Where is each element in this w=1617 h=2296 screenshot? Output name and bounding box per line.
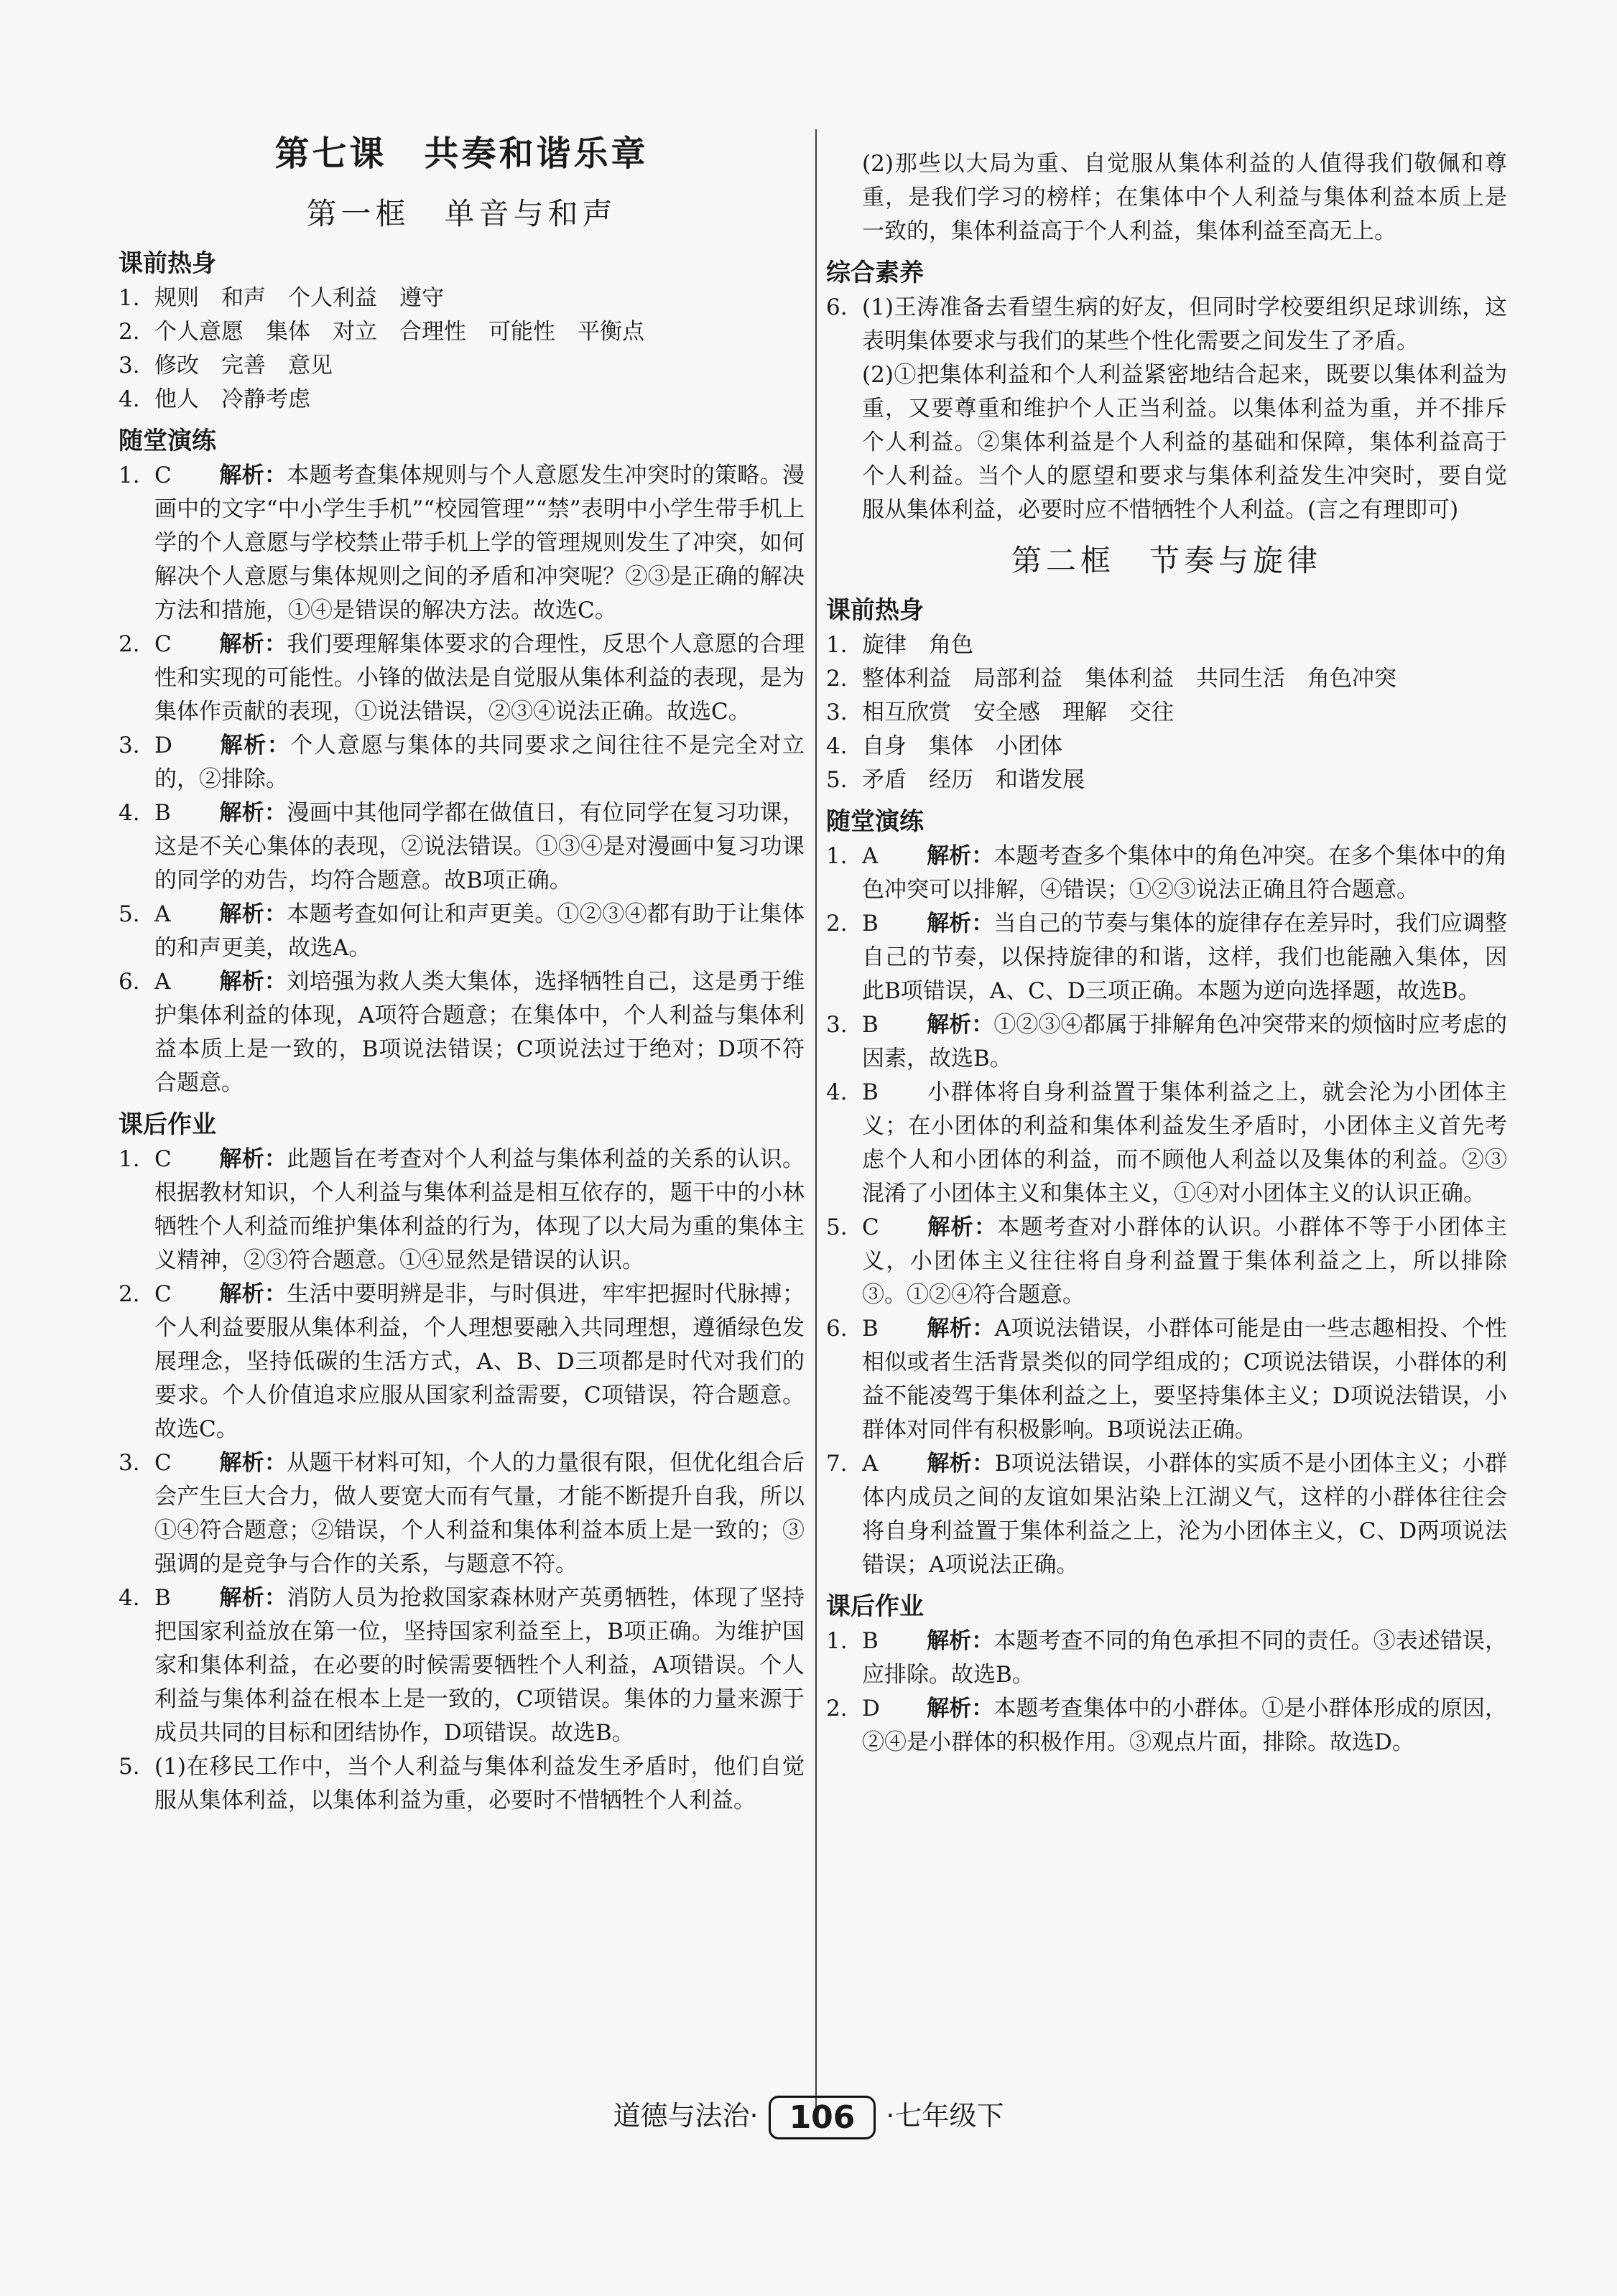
answer-letter: B <box>862 1079 879 1105</box>
answer-item <box>826 1211 1507 1312</box>
answer-item <box>119 315 805 349</box>
answer-item <box>119 729 805 796</box>
answer-item <box>119 898 805 965</box>
answer-letter: C <box>154 463 172 488</box>
analysis-label: 解析： <box>219 1281 287 1307</box>
item-text: 个人意愿与集体的共同要求之间往往不是完全对立的，②排除。 <box>154 733 805 792</box>
answer-item <box>826 840 1507 907</box>
item-text: ①②③④都属于排解角色冲突带来的烦恼时应考虑的因素，故选B。 <box>862 1012 1508 1072</box>
item-number: 4. <box>119 800 140 826</box>
item-number: 6. <box>826 1316 848 1342</box>
item-text: 相互欣赏 安全感 理解 交往 <box>862 700 1174 725</box>
item-number: 5. <box>826 1214 848 1240</box>
item-text: 他人 冷静考虑 <box>154 386 310 412</box>
item-number: 1. <box>119 463 140 488</box>
item-number: 1. <box>119 285 140 311</box>
item-text: 本题考查集体规则与个人意愿发生冲突时的策略。漫画中的文字“中小学生手机”“校园管理”“禁”表明中小学生带手机上学的个人意愿与学校禁止带手机上学的管理规则发生了冲突，如何解决个人意愿与集体规则之间的矛盾和冲突呢？②③是正确的解决方法和措施，①④是错误的解决方法。故选C。 <box>154 463 805 623</box>
analysis-label: 解析： <box>219 1585 287 1611</box>
answer-item <box>826 696 1507 730</box>
answer-item <box>826 1625 1507 1692</box>
answer-item <box>119 383 805 417</box>
item-number: 4. <box>826 733 848 759</box>
answer-item <box>119 1581 805 1750</box>
analysis-label: 解析： <box>219 901 287 927</box>
answer-item <box>119 459 805 628</box>
answer-item <box>826 1008 1507 1076</box>
item-number: 1. <box>826 632 848 658</box>
item-number: 1. <box>826 843 848 869</box>
analysis-label: 解析： <box>927 1316 995 1342</box>
section-heading: 课后作业 <box>119 1110 216 1139</box>
answer-letter: A <box>154 901 171 927</box>
answer-item <box>119 796 805 898</box>
page-number: 106 <box>769 2096 876 2139</box>
item-text: 生活中要明辨是非，与时俱进，牢牢把握时代脉搏；个人利益要服从集体利益，个人理想要融入共同理想，遵循绿色发展理念，坚持低碳的生活方式，A、B、D三项都是时代对我们的要求。个人价值追求应服从国家利益需要，C项错误，符合题意。故选C。 <box>154 1281 805 1442</box>
answer-item <box>119 628 805 729</box>
answer-item <box>826 1447 1507 1582</box>
answer-letter: C <box>154 1450 172 1476</box>
section-heading: 课后作业 <box>826 1592 924 1621</box>
lesson-title: 第七课 共奏和谐乐章 <box>274 134 649 174</box>
item-text: 本题考查集体中的小群体。①是小群体形成的原因，②④是小群体的积极作用。③观点片面，排除。故选D。 <box>862 1696 1508 1755</box>
answer-letter: B <box>862 1316 879 1342</box>
item-text: 整体利益 局部利益 集体利益 共同生活 角色冲突 <box>862 666 1396 692</box>
item-number: 2. <box>119 631 140 657</box>
answer-item <box>826 1076 1507 1211</box>
answer-item <box>826 1312 1507 1447</box>
analysis-label: 解析： <box>219 1146 287 1172</box>
item-number: 2. <box>826 1696 848 1721</box>
column-divider <box>815 129 817 2115</box>
answer-item <box>119 1278 805 1446</box>
item-text: 矛盾 经历 和谐发展 <box>862 767 1085 793</box>
answer-item <box>119 965 805 1100</box>
item-text: 漫画中其他同学都在做值日，有位同学在复习功课，这是不关心集体的表现，②说法错误。①③④是对漫画中复习功课的同学的劝告，均符合题意。故B项正确。 <box>154 800 805 893</box>
item-text: 修改 完善 意见 <box>154 353 333 378</box>
answer-item <box>826 730 1507 763</box>
item-text: 本题考查对小群体的认识。小群体不等于小团体主义，小团体主义往往将自身利益置于集体利益之上，所以排除③。①②④符合题意。 <box>862 1214 1507 1308</box>
item-text: (1)王涛准备去看望生病的好友，但同时学校要组织足球训练，这表明集体要求与我们的某些个性化需要之间发生了矛盾。 <box>862 294 1507 354</box>
analysis-label: 解析： <box>219 733 291 758</box>
item-number: 2. <box>826 911 848 936</box>
analysis-label: 解析： <box>219 1450 287 1476</box>
item-text: (1)在移民工作中，当个人利益与集体利益发生矛盾时，他们自觉服从集体利益，以集体利益为重，必要时不惜牺牲个人利益。 <box>154 1754 805 1813</box>
answer-item <box>119 349 805 383</box>
answer-letter: B <box>862 1628 879 1654</box>
footer-subject: 道德与法治· <box>613 2100 759 2132</box>
item-number: 4. <box>119 1585 140 1611</box>
analysis-label: 解析： <box>927 843 994 869</box>
answer-letter: B <box>154 1585 171 1611</box>
answer-letter: C <box>154 631 172 657</box>
right-top-items <box>826 147 1507 527</box>
item-text: 消防人员为抢救国家森林财产英勇牺牲，体现了坚持把国家利益放在第一位，坚持国家利益至上，B项正确。为维护国家和集体利益，在必要的时候需要牺牲个人利益，A项错误。个人利益与集体利益在根本上是一致的，C项错误。集体的力量来源于成员共同的目标和团结协作，D项错误。故选B。 <box>154 1585 805 1746</box>
item-number: 5. <box>119 1754 140 1780</box>
item-text: 小群体将自身利益置于集体利益之上，就会沦为小团体主义；在小团体的利益和集体利益发生矛盾时，小团体主义首先考虑个人和小团体的利益，而不顾他人利益以及集体的利益。②③混淆了小团体主义和集体主义，①④对小团体主义的认识正确。 <box>862 1079 1507 1207</box>
item-number: 5. <box>119 901 140 927</box>
section-heading: 课前热身 <box>119 249 216 278</box>
answer-item <box>826 628 1507 662</box>
item-number: 3. <box>119 1450 140 1476</box>
item-number: 2. <box>119 319 140 345</box>
answer-letter: C <box>154 1281 172 1307</box>
answer-letter: B <box>862 1012 879 1038</box>
analysis-label: 解析： <box>927 1214 998 1240</box>
item-number: 3. <box>119 353 140 378</box>
item-text: (2)①把集体利益和个人利益紧密地结合起来，既要以集体利益为重，又要尊重和维护个人正当利益。以集体利益为重，并不排斥个人利益。②集体利益是个人利益的基础和保障，集体利益高于个人利益。当个人的愿望和要求与集体利益发生冲突时，要自觉服从集体利益，必要时应不惜牺牲个人利益。(言之有理即可) <box>862 362 1507 523</box>
item-number: 3. <box>826 1012 848 1038</box>
answer-letter: B <box>154 800 171 826</box>
item-text: 旋律 角色 <box>862 632 973 658</box>
answer-item <box>119 1750 805 1818</box>
analysis-label: 解析： <box>219 463 287 488</box>
section-heading: 综合素养 <box>826 259 924 287</box>
item-number: 2. <box>826 666 848 692</box>
item-number: 3. <box>119 733 140 758</box>
answer-item <box>119 1143 805 1278</box>
item-text: 此题旨在考查对个人利益与集体利益的关系的认识。根据教材知识，个人利益与集体利益是相互依存的，题干中的小林牺牲个人利益而维护集体利益的行为，体现了以大局为重的集体主义精神，②③符合题意。①④显然是错误的认识。 <box>154 1146 805 1273</box>
answer-letter: A <box>154 969 171 995</box>
answer-letter: B <box>862 911 879 936</box>
section-heading: 随堂演练 <box>826 807 924 836</box>
footer-grade: ·七年级下 <box>886 2100 1004 2132</box>
section-heading: 随堂演练 <box>119 427 216 455</box>
item-text: 本题考查如何让和声更美。①②③④都有助于让集体的和声更美，故选A。 <box>154 901 805 961</box>
item-text: 本题考查不同的角色承担不同的责任。③表述错误，应排除。故选B。 <box>862 1628 1508 1688</box>
answer-item <box>826 1692 1507 1760</box>
item-number: 2. <box>119 1281 140 1307</box>
left-column <box>119 122 805 1818</box>
frame2-title: 第二框 节奏与旋律 <box>1011 543 1322 578</box>
answer-letter: C <box>862 1214 879 1240</box>
item-number: 4. <box>826 1079 848 1105</box>
section-heading: 课前热身 <box>826 596 924 625</box>
answer-item <box>826 662 1507 696</box>
item-text: B项说法错误，小群体的实质不是小团体主义；小群体内成员之间的友谊如果沾染上江湖义气，这样的小群体往往会将自身利益置于集体利益之上，沦为小团体主义，C、D两项说法错误；A项说法正确。 <box>862 1451 1508 1578</box>
analysis-label: 解析： <box>927 1451 995 1477</box>
right-column <box>826 147 1507 1760</box>
item-number: 5. <box>826 767 848 793</box>
analysis-label: 解析： <box>219 631 287 657</box>
item-number: 4. <box>119 386 140 412</box>
answer-continuation <box>826 147 1507 248</box>
analysis-label: 解析： <box>927 1628 994 1654</box>
item-number: 3. <box>826 700 848 725</box>
left-items <box>119 243 805 1818</box>
item-text: 个人意愿 集体 对立 合理性 可能性 平衡点 <box>154 319 644 345</box>
item-text: 规则 和声 个人利益 遵守 <box>154 285 444 311</box>
frame1-title: 第一框 单音与和声 <box>306 196 617 231</box>
answer-letter: D <box>862 1696 880 1721</box>
item-text: A项说法错误，小群体可能是由一些志趣相投、个性相似或者生活背景类似的同学组成的；C项说法错误，小群体的利益不能凌驾于集体利益之上，要坚持集体主义；D项说法错误，小群体对同伴有积极影响。B项说法正确。 <box>862 1316 1508 1443</box>
item-number: 1. <box>826 1628 848 1654</box>
item-text: 本题考查多个集体中的角色冲突。在多个集体中的角色冲突可以排解，④错误；①②③说法正确且符合题意。 <box>862 843 1508 903</box>
item-text: 当自己的节奏与集体的旋律存在差异时，我们应调整自己的节奏，以保持旋律的和谐，这样，我们也能融入集体，因此B项错误，A、C、D三项正确。本题为逆向选择题，故选B。 <box>862 911 1508 1004</box>
item-text: 我们要理解集体要求的合理性，反思个人意愿的合理性和实现的可能性。小锋的做法是自觉服从集体利益的表现，是为集体作贡献的表现，①说法错误，②③④说法正确。故选C。 <box>154 631 805 725</box>
answer-letter: A <box>862 843 879 869</box>
item-text: (2)那些以大局为重、自觉服从集体利益的人值得我们敬佩和尊重，是我们学习的榜样；在集体中个人利益与集体利益本质上是一致的，集体利益高于个人利益，集体利益至高无上。 <box>862 151 1507 244</box>
answer-continuation <box>826 358 1507 527</box>
item-text: 刘培强为救人类大集体，选择牺牲自己，这是勇于维护集体利益的体现，A项符合题意；在集体中，个人利益与集体利益本质上是一致的，B项说法错误；C项说法过于绝对；D项不符合题意。 <box>154 969 805 1096</box>
analysis-label: 解析： <box>927 1696 994 1721</box>
item-number: 6. <box>119 969 140 995</box>
analysis-label: 解析： <box>219 969 287 995</box>
answer-letter: C <box>154 1146 172 1172</box>
page-footer <box>0 2093 1617 2139</box>
item-number: 1. <box>119 1146 140 1172</box>
item-number: 7. <box>826 1451 848 1477</box>
answer-item <box>119 282 805 315</box>
item-text: 从题干材料可知，个人的力量很有限，但优化组合后会产生巨大合力，做人要宽大而有气量，才能不断提升自我，所以①④符合题意；②错误，个人利益和集体利益本质上是一致的；③强调的是竞争与合作的关系，与题意不符。 <box>154 1450 805 1577</box>
analysis-label: 解析： <box>927 1012 994 1038</box>
answer-letter: D <box>154 733 172 758</box>
answer-item <box>826 291 1507 358</box>
right-bottom-items <box>826 590 1507 1760</box>
answer-item <box>826 907 1507 1008</box>
analysis-label: 解析： <box>219 800 287 826</box>
item-number: 6. <box>826 294 848 320</box>
answer-item <box>119 1446 805 1581</box>
item-text: 自身 集体 小团体 <box>862 733 1062 759</box>
analysis-label: 解析： <box>927 911 994 936</box>
answer-item <box>826 763 1507 797</box>
answer-letter: A <box>862 1451 879 1477</box>
